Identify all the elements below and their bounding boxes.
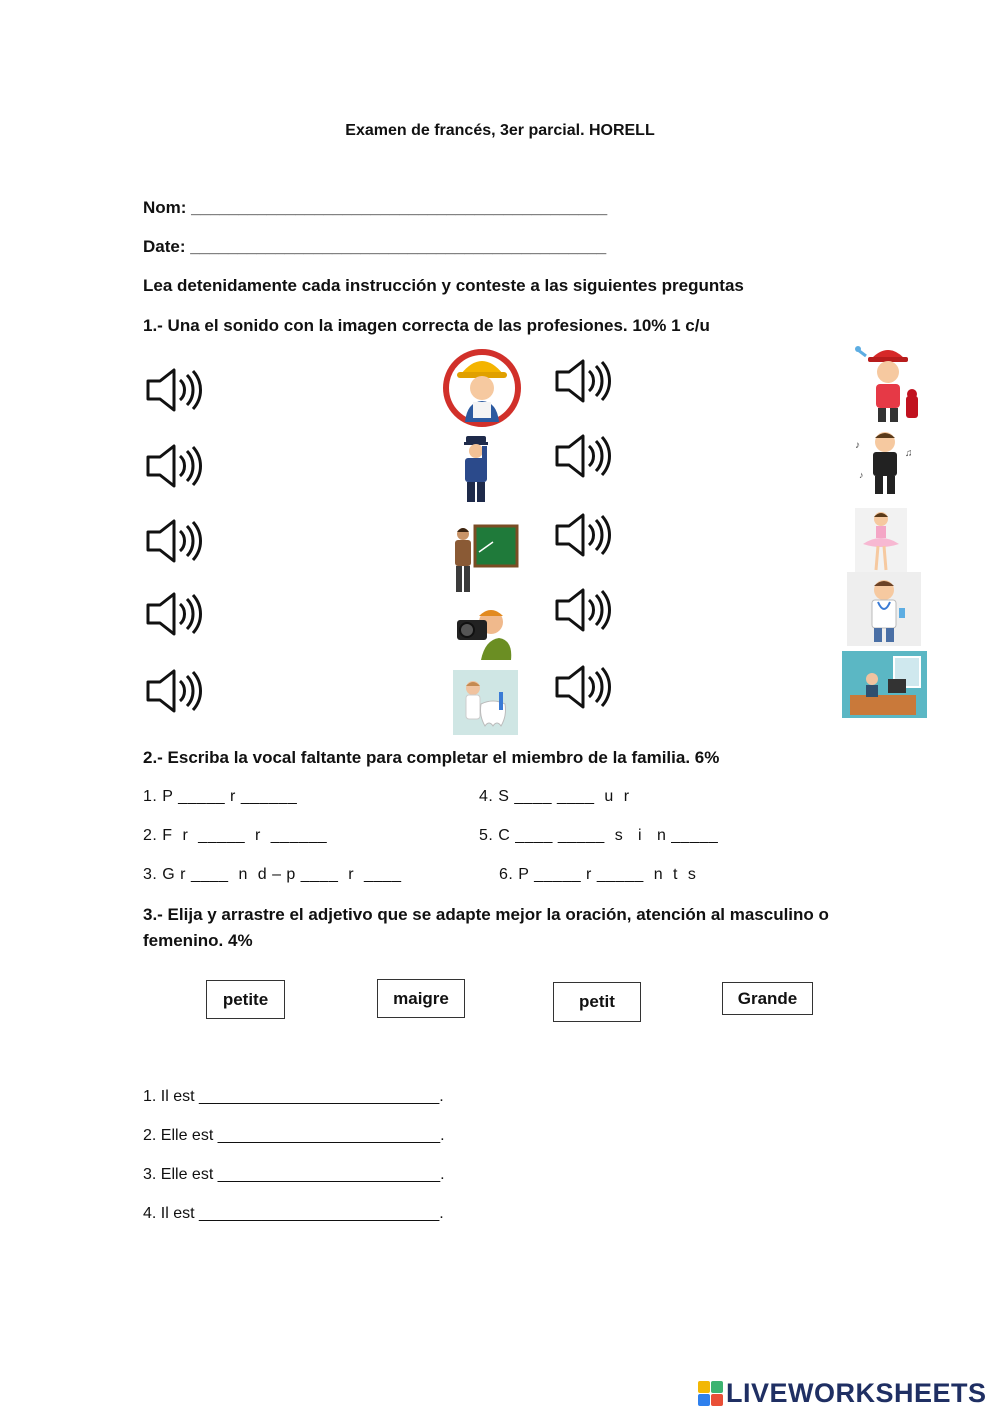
police-officer-image[interactable] [458, 434, 494, 506]
audio-play-8-icon[interactable] [552, 509, 612, 561]
drag-chip-grande[interactable]: Grande [722, 982, 813, 1015]
audio-play-2-icon[interactable] [143, 440, 203, 492]
firefighter-image[interactable] [850, 344, 932, 426]
question-2-title: 2.- Escriba la vocal faltante para completar el miembro de la familia. 6% [143, 748, 720, 767]
family-item-1[interactable]: 1. P _____ r ______ [143, 788, 298, 805]
sentence-1[interactable]: 1. Il est ___________________________. [143, 1088, 444, 1105]
liveworksheets-logo [698, 1378, 987, 1409]
family-item-4[interactable]: 4. S ____ ____ u r [479, 788, 630, 805]
audio-play-6-icon[interactable] [552, 355, 612, 407]
drag-chip-petit[interactable]: petit [553, 982, 641, 1022]
audio-play-4-icon[interactable] [143, 588, 203, 640]
family-item-2[interactable]: 2. F r _____ r ______ [143, 827, 328, 844]
question-3-title-line1: 3.- Elija y arrastre el adjetivo que se adapte mejor la oración, atención al masculino o [143, 905, 829, 924]
date-field: Date: ____________________________________________ [143, 237, 607, 256]
drag-chip-petite[interactable]: petite [206, 980, 285, 1019]
drag-chip-maigre[interactable]: maigre [377, 979, 465, 1018]
svg-text:♪: ♪ [855, 440, 860, 451]
sentence-4[interactable]: 4. Il est ___________________________. [143, 1205, 444, 1222]
svg-text:♫: ♫ [905, 448, 913, 459]
dentist-image[interactable] [453, 670, 518, 735]
audio-play-7-icon[interactable] [552, 430, 612, 482]
ballerina-image[interactable] [855, 508, 907, 572]
doctor-image[interactable] [847, 572, 921, 646]
svg-text:♪: ♪ [859, 470, 864, 480]
question-1-title: 1.- Una el sonido con la imagen correcta de las profesiones. 10% 1 c/u [143, 316, 710, 335]
audio-play-10-icon[interactable] [552, 661, 612, 713]
liveworksheets-mark-icon [698, 1381, 723, 1406]
audio-play-9-icon[interactable] [552, 584, 612, 636]
name-field: Nom: ____________________________________________ [143, 198, 608, 217]
audio-play-1-icon[interactable] [143, 364, 203, 416]
photographer-image[interactable] [455, 604, 515, 662]
audio-play-5-icon[interactable] [143, 665, 203, 717]
family-item-3[interactable]: 3. G r ____ n d – p ____ r ____ [143, 866, 402, 883]
sentence-2[interactable]: 2. Elle est _________________________. [143, 1127, 445, 1144]
teacher-image[interactable] [449, 522, 519, 596]
liveworksheets-brand-text: LIVEWORKSHEETS [726, 1378, 987, 1408]
construction-worker-image[interactable] [443, 344, 521, 428]
sentence-3[interactable]: 3. Elle est _________________________. [143, 1166, 445, 1183]
musician-image[interactable] [851, 426, 921, 498]
family-item-6[interactable]: 6. P _____ r _____ n t s [499, 866, 697, 883]
audio-play-3-icon[interactable] [143, 515, 203, 567]
page-title: Examen de francés, 3er parcial. HORELL [345, 122, 655, 139]
office-worker-image[interactable] [842, 651, 927, 718]
question-3-title-line2: femenino. 4% [143, 931, 253, 950]
family-item-5[interactable]: 5. C ____ _____ s i n _____ [479, 827, 719, 844]
instructions: Lea detenidamente cada instrucción y conteste a las siguientes preguntas [143, 276, 744, 295]
